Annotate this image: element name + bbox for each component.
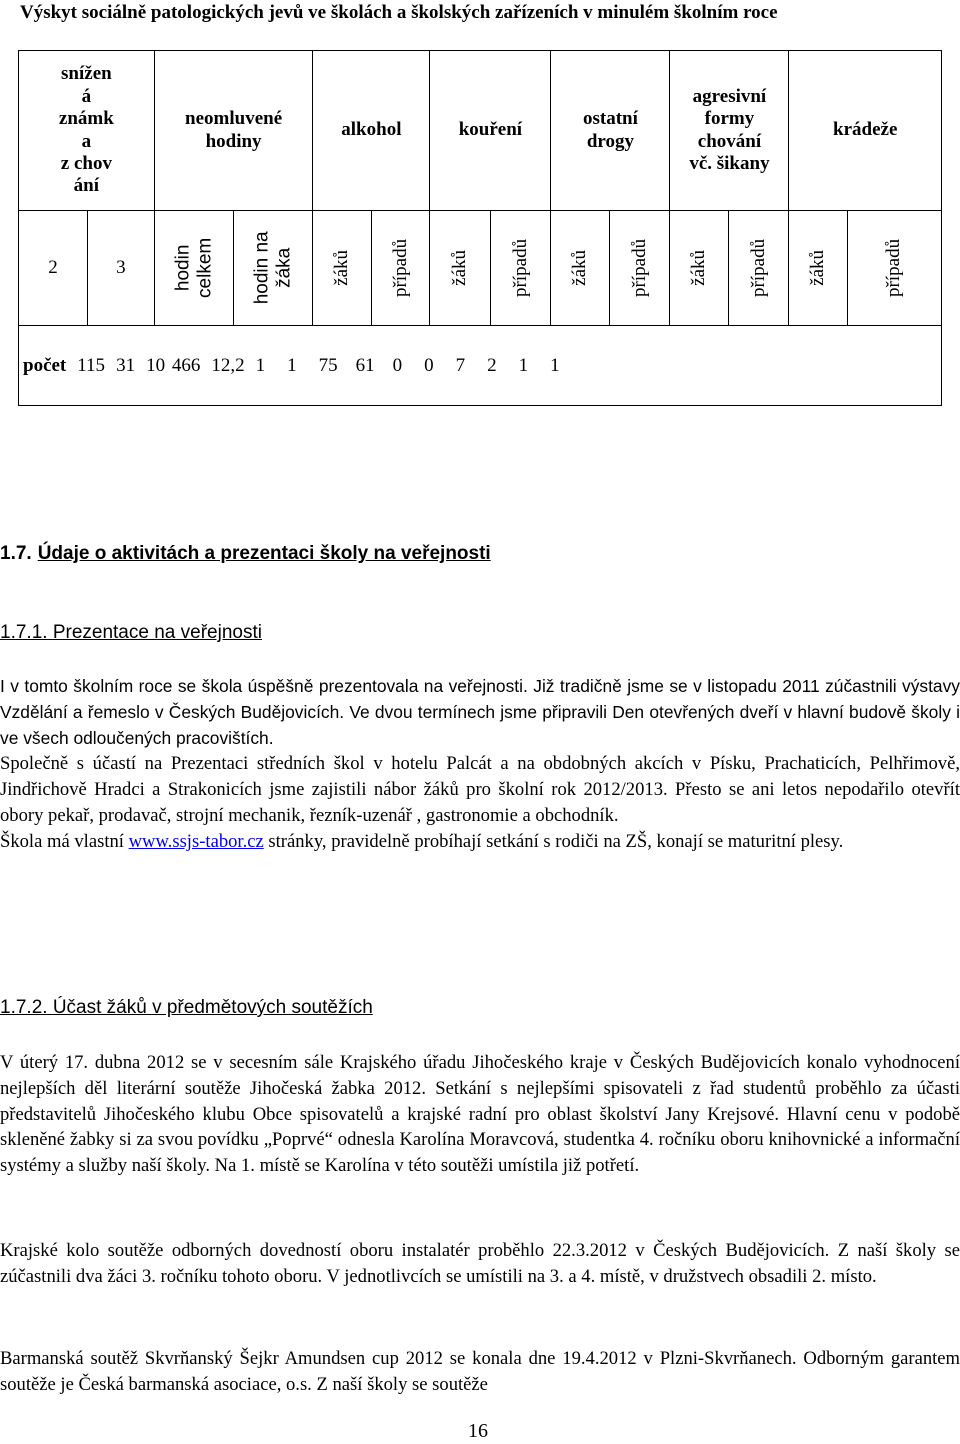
header-kradeze: krádeže (789, 51, 942, 211)
count-cell (19, 326, 942, 406)
page-number: 16 (468, 1420, 488, 1442)
count-value: 0 (424, 354, 434, 376)
count-value: 61 (355, 354, 375, 376)
count-value: 115 (77, 354, 106, 376)
count-value: 1 (287, 354, 297, 376)
sub-agrese-zaku: žáků (670, 211, 728, 326)
count-row (19, 326, 942, 406)
paragraph-jihoceska-zabka: V úterý 17. dubna 2012 se v secesním sále Krajského úřadu Jihočeského kraje v Českých Budějovicích konalo vyhodnocení nejlepších děl literární soutěže Jihočeská žabka 2012. Setkání s nejlepšími spisovateli z řad studentů proběhlo za účasti představitelů Jihočeského klubu Obce spisovatelů a krajské radní pro oblast školství Jany Krejsové. Hlavní cenu v podobě skleněné žabky si za svou povídku „Poprvé“ odnesla Karolína Moravcová, studentka 4. ročníku oboru knihovnické a informační systémy a služby naší školy. Na 1. místě se Karolína v této soutěži umístila již potřetí. (0, 1052, 960, 1177)
count-value: 10 466 (146, 354, 201, 376)
count-value: 0 (392, 354, 403, 376)
header-ostatni-drogy: ostatní drogy (551, 51, 670, 211)
header-neomluvene-hodiny: neomluvené hodiny (154, 51, 313, 211)
header-znamka-chovani: snížen á známk a z chov ání (19, 51, 155, 211)
sub-kradeze-zaku: žáků (789, 211, 847, 326)
count-value: 1 (550, 354, 560, 376)
sub-alkohol-pripadu: případů (371, 211, 429, 326)
header-alkohol: alkohol (313, 51, 430, 211)
count-value: 1 (518, 354, 529, 376)
count-value: 1 (255, 354, 266, 376)
sub-koureni-pripadu: případů (490, 211, 551, 326)
sub-alkohol-zaku: žáků (313, 211, 371, 326)
header-agresivni-chovani: agresivní formy chování vč. šikany (670, 51, 789, 211)
section-heading-1-7-1: 1.7.1. Prezentace na veřejnosti (0, 622, 262, 643)
paragraph-barmanska-soutez: Barmanská soutěž Skvrňanský Šejkr Amundsen cup 2012 se konala dne 19.4.2012 v Plzni-Skvrňanech. Odborným garantem soutěže je Česká barmanská asociace, o.s. Z naší školy se soutěže (0, 1348, 960, 1395)
sub-drogy-pripadu: případů (609, 211, 670, 326)
paragraph-instalater: Krajské kolo soutěže odborných dovedností oboru instalatér proběhlo 22.3.2012 v Českých Budějovicích. Z naší školy se zúčastnili dva žáci 3. ročníku tohoto oboru. V jednotlivcích se umístili na 3. a 4. místě, v družstvech obsadili 2. místo. (0, 1240, 960, 1287)
count-value: 31 (116, 354, 136, 376)
sub-koureni-zaku: žáků (430, 211, 491, 326)
sub-drogy-zaku: žáků (551, 211, 609, 326)
count-value: 12,2 (211, 354, 245, 376)
section-heading-1-7-2: 1.7.2. Účast žáků v předmětových soutěžích (0, 997, 373, 1018)
sub-kradeze-pripadu: případů (847, 211, 941, 326)
count-value: 75 (318, 354, 338, 376)
count-value: 7 (455, 354, 466, 376)
count-value: 2 (487, 354, 497, 376)
sub-hodin-celkem: hodin celkem (154, 211, 233, 326)
sub-grade-2: 2 (19, 211, 88, 326)
header-row-subcolumns (19, 211, 942, 326)
school-website-link[interactable]: www.ssjs-tabor.cz (128, 830, 264, 852)
header-koureni: kouření (430, 51, 551, 211)
header-row-categories (19, 51, 942, 211)
statistics-table (18, 50, 942, 406)
paragraph-prezentace: I v tomto školním roce se škola úspěšně prezentovala na veřejnosti. Již tradičně jsme se v listopadu 2011 zúčastnili výstavy Vzdělání a řemeslo v Českých Budějovicích. Ve dvou termínech jsme připravili Den otevřených dveří v hlavní budově školy i ve všech odloučených pracovištích. Společně s účastí na Prezentaci středních škol v hotelu Palcát a na obdobných akcích v Písku, Prachaticích, Pelhřimově, Jindřichově Hradci a Strakonicích jsme zajistili nábor žáků pro školní rok 2012/2013. Přesto se ani letos nepodařilo otevřít obory pekař, prodavač, strojní mechanik, řezník-uzenář , gastronomie a obchodník. Škola má vlastní www.ssjs-tabor.cz stránky, pravidelně probíhají setkání s rodiči na ZŠ, konají se maturitní plesy. (0, 676, 960, 852)
sub-agrese-pripadu: případů (728, 211, 789, 326)
sub-grade-3: 3 (87, 211, 154, 326)
document-title: Výskyt sociálně patologických jevů ve školách a školských zařízeních v minulém školním roce (20, 2, 778, 23)
count-label: počet (23, 354, 67, 376)
sub-hodin-na-zaka: hodin na žáka (234, 211, 313, 326)
section-heading-1-7: 1.7. Údaje o aktivitách a prezentaci školy na veřejnosti (0, 543, 491, 564)
